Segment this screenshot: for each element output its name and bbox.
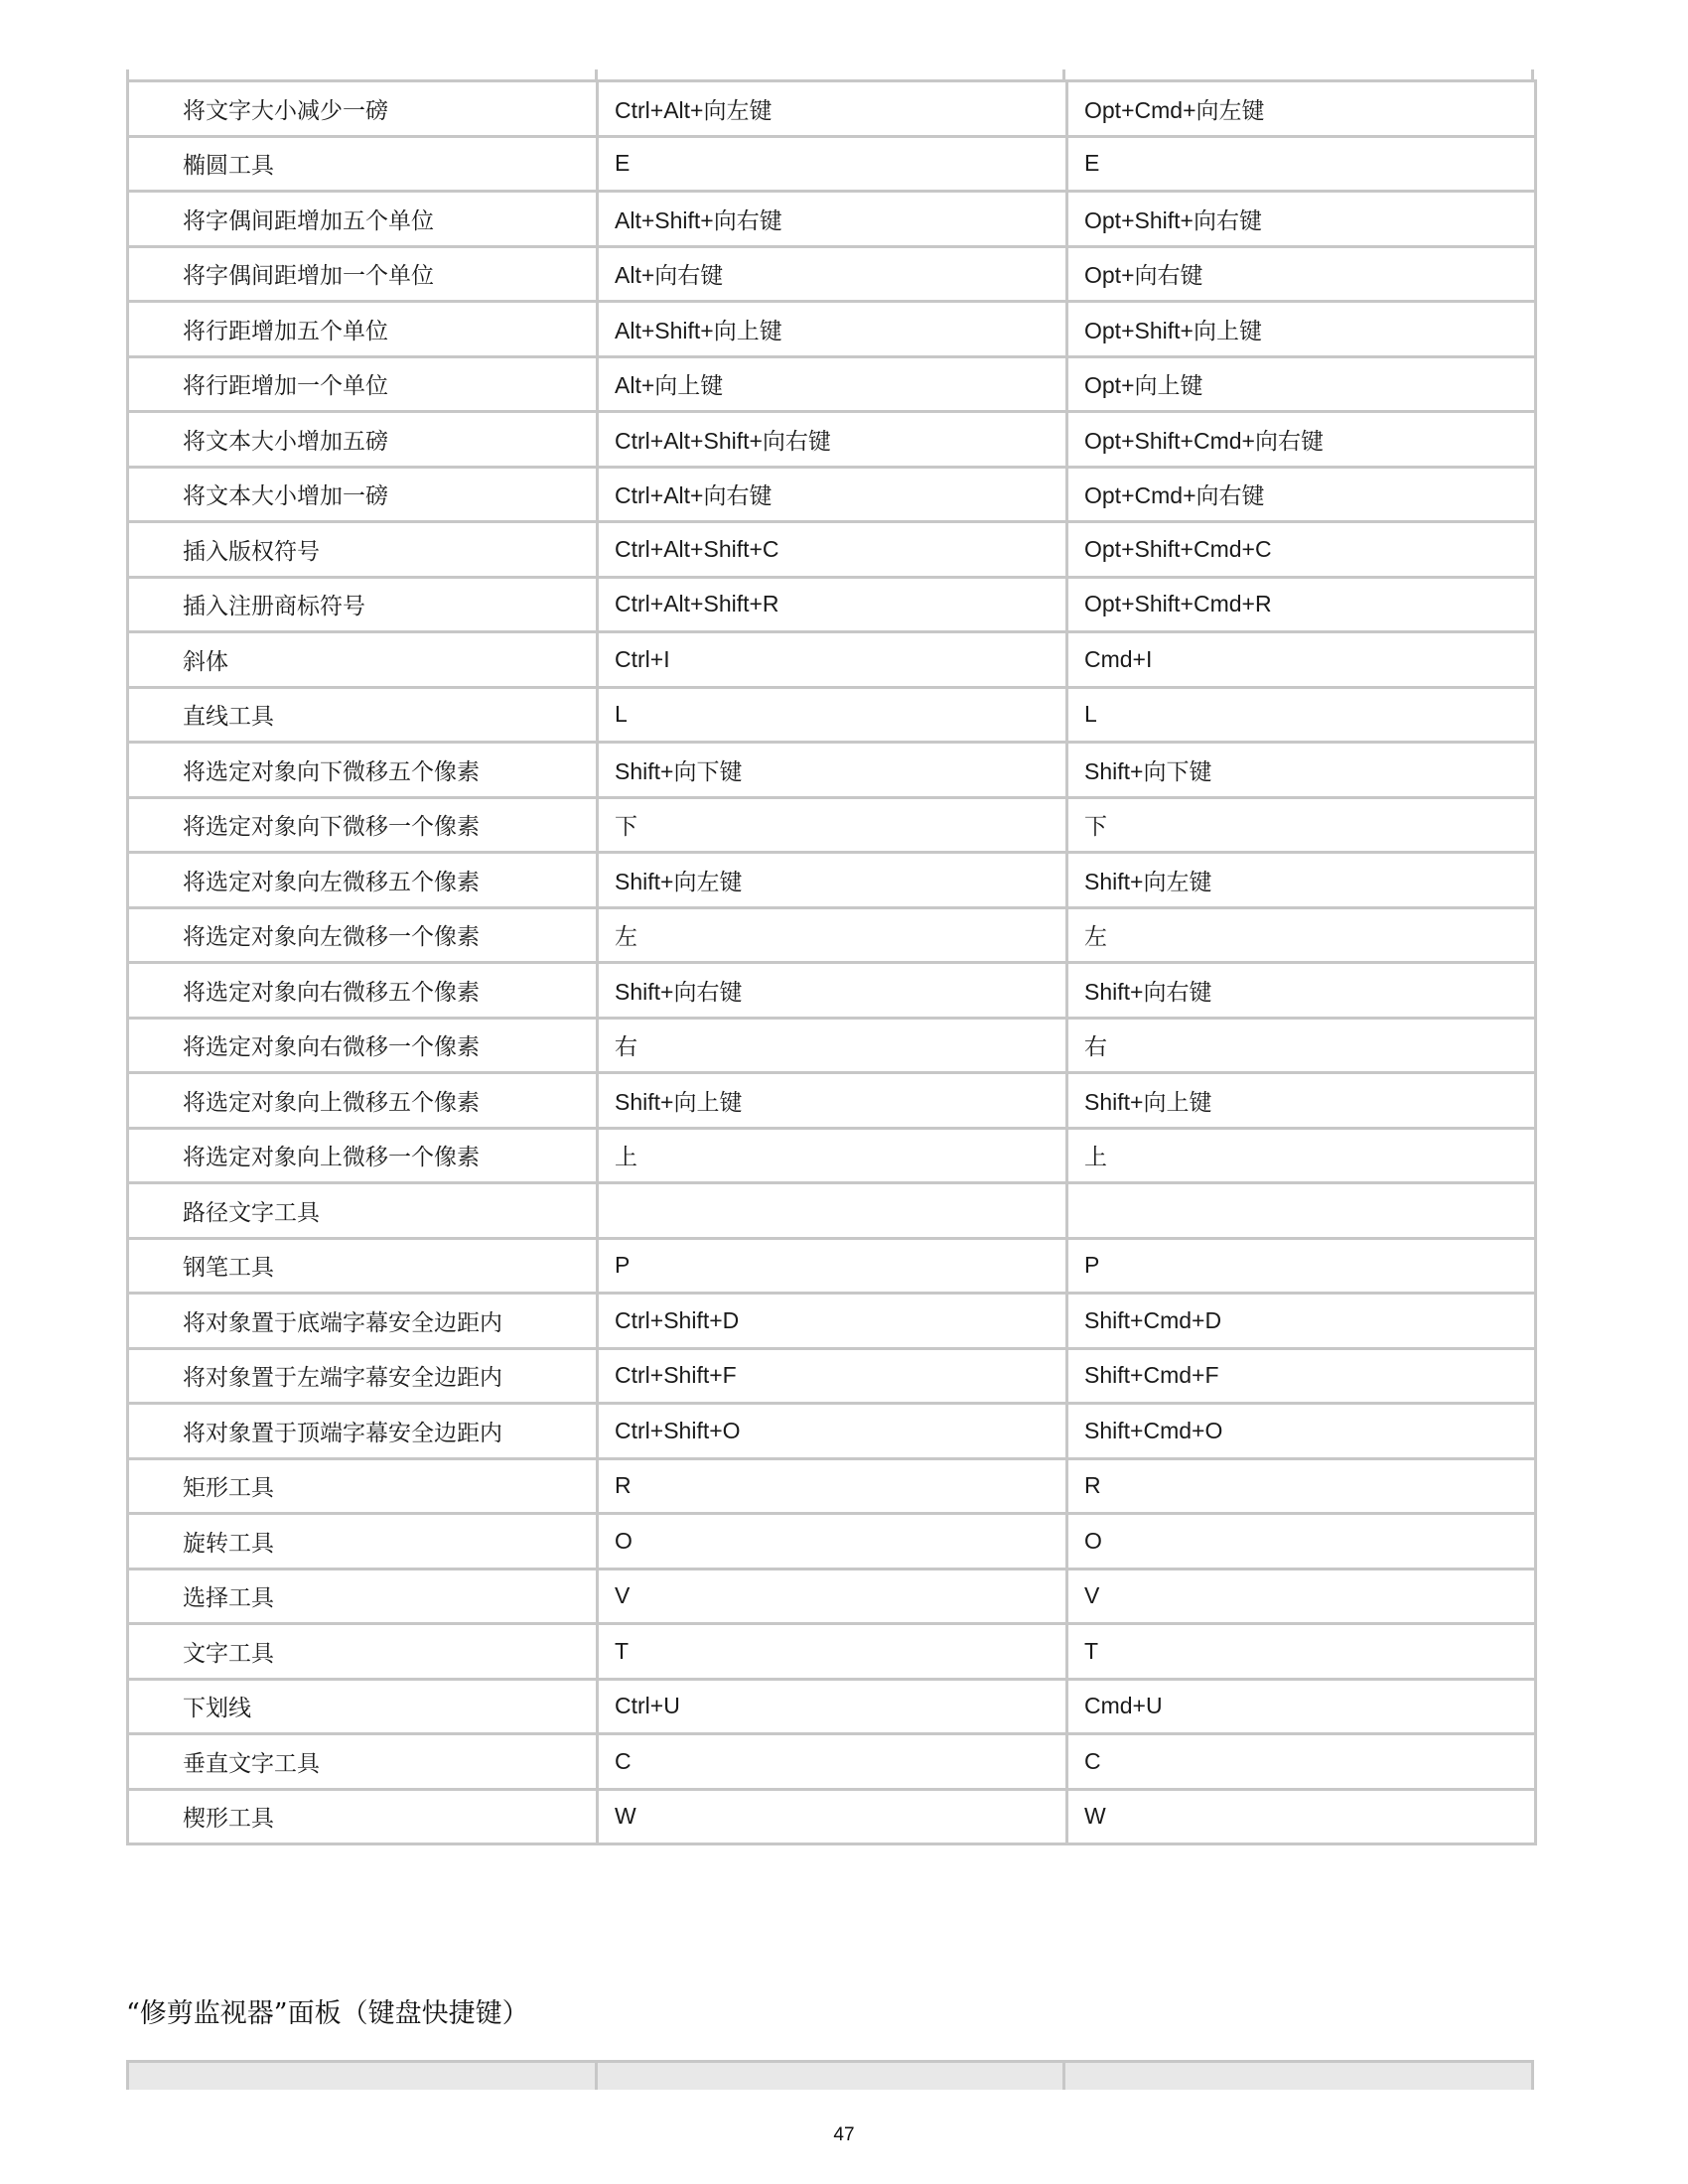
action-cell: 路径文字工具 (128, 1183, 598, 1239)
action-cell: 将字偶间距增加五个单位 (128, 192, 598, 247)
mac-shortcut-cell: Shift+Cmd+O (1067, 1404, 1536, 1459)
table-row (128, 1458, 1536, 1514)
mac-shortcut-cell: T (1067, 1624, 1536, 1680)
action-cell: 矩形工具 (128, 1458, 598, 1514)
windows-shortcut-cell: Shift+向右键 (598, 963, 1067, 1019)
windows-shortcut-cell: Ctrl+U (598, 1679, 1067, 1734)
action-cell: 将文本大小增加五磅 (128, 412, 598, 468)
windows-shortcut-cell: W (598, 1789, 1067, 1844)
table-row (128, 1679, 1536, 1734)
table-row (128, 522, 1536, 578)
table-row (128, 1238, 1536, 1294)
section-heading: “修剪监视器”面板（键盘快捷键） (126, 1998, 529, 2029)
shortcut-table-container (126, 69, 1534, 1845)
table-row (128, 1734, 1536, 1790)
action-cell: 插入注册商标符号 (128, 577, 598, 632)
mac-shortcut-cell: V (1067, 1569, 1536, 1624)
page-number: 47 (833, 2124, 855, 2145)
windows-shortcut-cell: Shift+向上键 (598, 1073, 1067, 1129)
action-cell: 将选定对象向上微移一个像素 (128, 1128, 598, 1183)
windows-shortcut-cell: 右 (598, 1018, 1067, 1073)
action-cell: 将字偶间距增加一个单位 (128, 246, 598, 302)
windows-shortcut-cell: Ctrl+I (598, 632, 1067, 688)
mac-shortcut-cell: W (1067, 1789, 1536, 1844)
table-row (128, 1624, 1536, 1680)
mac-shortcut-cell: Shift+向右键 (1067, 963, 1536, 1019)
mac-shortcut-cell: Opt+Shift+Cmd+R (1067, 577, 1536, 632)
table-row (128, 687, 1536, 743)
table-continuation-top (126, 69, 1534, 79)
action-cell: 垂直文字工具 (128, 1734, 598, 1790)
table-row (128, 246, 1536, 302)
windows-shortcut-cell: Ctrl+Shift+D (598, 1294, 1067, 1349)
table-row (128, 1018, 1536, 1073)
windows-shortcut-cell: Alt+向右键 (598, 246, 1067, 302)
shortcut-table (126, 79, 1537, 1845)
windows-shortcut-cell: 左 (598, 907, 1067, 963)
table-row (128, 192, 1536, 247)
mac-shortcut-cell: Opt+Shift+向上键 (1067, 302, 1536, 357)
mac-shortcut-cell: 下 (1067, 797, 1536, 853)
action-cell: 将选定对象向下微移一个像素 (128, 797, 598, 853)
table-row (128, 81, 1536, 137)
mac-shortcut-cell: Shift+向下键 (1067, 743, 1536, 798)
action-cell: 将选定对象向上微移五个像素 (128, 1073, 598, 1129)
windows-shortcut-cell: C (598, 1734, 1067, 1790)
table-row (128, 963, 1536, 1019)
mac-shortcut-cell: Opt+Cmd+向左键 (1067, 81, 1536, 137)
windows-shortcut-cell: R (598, 1458, 1067, 1514)
action-cell: 钢笔工具 (128, 1238, 598, 1294)
action-cell: 旋转工具 (128, 1514, 598, 1570)
mac-shortcut-cell: 上 (1067, 1128, 1536, 1183)
windows-shortcut-cell: Shift+向左键 (598, 853, 1067, 908)
mac-shortcut-cell: Opt+Shift+Cmd+向右键 (1067, 412, 1536, 468)
action-cell: 直线工具 (128, 687, 598, 743)
windows-shortcut-cell: 上 (598, 1128, 1067, 1183)
mac-shortcut-cell: Shift+向左键 (1067, 853, 1536, 908)
table-row (128, 907, 1536, 963)
mac-shortcut-cell: Cmd+U (1067, 1679, 1536, 1734)
mac-shortcut-cell: O (1067, 1514, 1536, 1570)
table-row (128, 467, 1536, 522)
mac-shortcut-cell: Shift+Cmd+F (1067, 1348, 1536, 1404)
action-cell: 将行距增加五个单位 (128, 302, 598, 357)
mac-shortcut-cell: 右 (1067, 1018, 1536, 1073)
windows-shortcut-cell: Alt+Shift+向上键 (598, 302, 1067, 357)
table-row (128, 1294, 1536, 1349)
windows-shortcut-cell: E (598, 136, 1067, 192)
table-row (128, 1073, 1536, 1129)
action-cell: 文字工具 (128, 1624, 598, 1680)
mac-shortcut-cell: L (1067, 687, 1536, 743)
table-row (128, 1514, 1536, 1570)
mac-shortcut-cell: Opt+向上键 (1067, 356, 1536, 412)
action-cell: 将对象置于底端字幕安全边距内 (128, 1294, 598, 1349)
table-row (128, 632, 1536, 688)
windows-shortcut-cell: T (598, 1624, 1067, 1680)
table-row (128, 743, 1536, 798)
windows-shortcut-cell: V (598, 1569, 1067, 1624)
table-row (128, 853, 1536, 908)
action-cell: 将文字大小减少一磅 (128, 81, 598, 137)
mac-shortcut-cell: E (1067, 136, 1536, 192)
windows-shortcut-cell (598, 1183, 1067, 1239)
mac-shortcut-cell: Cmd+I (1067, 632, 1536, 688)
action-cell: 将对象置于顶端字幕安全边距内 (128, 1404, 598, 1459)
table-row (128, 1789, 1536, 1844)
windows-shortcut-cell: Alt+Shift+向右键 (598, 192, 1067, 247)
table-row (128, 577, 1536, 632)
table-row (128, 1348, 1536, 1404)
action-cell: 将选定对象向左微移一个像素 (128, 907, 598, 963)
mac-shortcut-cell: Shift+Cmd+D (1067, 1294, 1536, 1349)
next-table-header-stub (126, 2060, 1534, 2090)
mac-shortcut-cell: Opt+Shift+Cmd+C (1067, 522, 1536, 578)
windows-shortcut-cell: Ctrl+Shift+O (598, 1404, 1067, 1459)
action-cell: 斜体 (128, 632, 598, 688)
windows-shortcut-cell: Alt+向上键 (598, 356, 1067, 412)
mac-shortcut-cell: 左 (1067, 907, 1536, 963)
table-row (128, 1183, 1536, 1239)
action-cell: 选择工具 (128, 1569, 598, 1624)
mac-shortcut-cell: Shift+向上键 (1067, 1073, 1536, 1129)
table-row (128, 356, 1536, 412)
windows-shortcut-cell: 下 (598, 797, 1067, 853)
action-cell: 插入版权符号 (128, 522, 598, 578)
mac-shortcut-cell: Opt+Cmd+向右键 (1067, 467, 1536, 522)
mac-shortcut-cell (1067, 1183, 1536, 1239)
windows-shortcut-cell: Ctrl+Alt+Shift+R (598, 577, 1067, 632)
mac-shortcut-cell: Opt+向右键 (1067, 246, 1536, 302)
mac-shortcut-cell: C (1067, 1734, 1536, 1790)
mac-shortcut-cell: Opt+Shift+向右键 (1067, 192, 1536, 247)
table-row (128, 1404, 1536, 1459)
table-row (128, 302, 1536, 357)
windows-shortcut-cell: P (598, 1238, 1067, 1294)
windows-shortcut-cell: Shift+向下键 (598, 743, 1067, 798)
table-row (128, 412, 1536, 468)
action-cell: 将选定对象向下微移五个像素 (128, 743, 598, 798)
windows-shortcut-cell: Ctrl+Alt+Shift+C (598, 522, 1067, 578)
action-cell: 将选定对象向左微移五个像素 (128, 853, 598, 908)
windows-shortcut-cell: Ctrl+Alt+向右键 (598, 467, 1067, 522)
windows-shortcut-cell: L (598, 687, 1067, 743)
action-cell: 楔形工具 (128, 1789, 598, 1844)
table-row (128, 797, 1536, 853)
action-cell: 将选定对象向右微移五个像素 (128, 963, 598, 1019)
windows-shortcut-cell: O (598, 1514, 1067, 1570)
windows-shortcut-cell: Ctrl+Alt+Shift+向右键 (598, 412, 1067, 468)
action-cell: 下划线 (128, 1679, 598, 1734)
action-cell: 将对象置于左端字幕安全边距内 (128, 1348, 598, 1404)
action-cell: 将选定对象向右微移一个像素 (128, 1018, 598, 1073)
mac-shortcut-cell: R (1067, 1458, 1536, 1514)
table-row (128, 1569, 1536, 1624)
action-cell: 将文本大小增加一磅 (128, 467, 598, 522)
table-row (128, 1128, 1536, 1183)
windows-shortcut-cell: Ctrl+Alt+向左键 (598, 81, 1067, 137)
action-cell: 椭圆工具 (128, 136, 598, 192)
windows-shortcut-cell: Ctrl+Shift+F (598, 1348, 1067, 1404)
table-row (128, 136, 1536, 192)
action-cell: 将行距增加一个单位 (128, 356, 598, 412)
mac-shortcut-cell: P (1067, 1238, 1536, 1294)
